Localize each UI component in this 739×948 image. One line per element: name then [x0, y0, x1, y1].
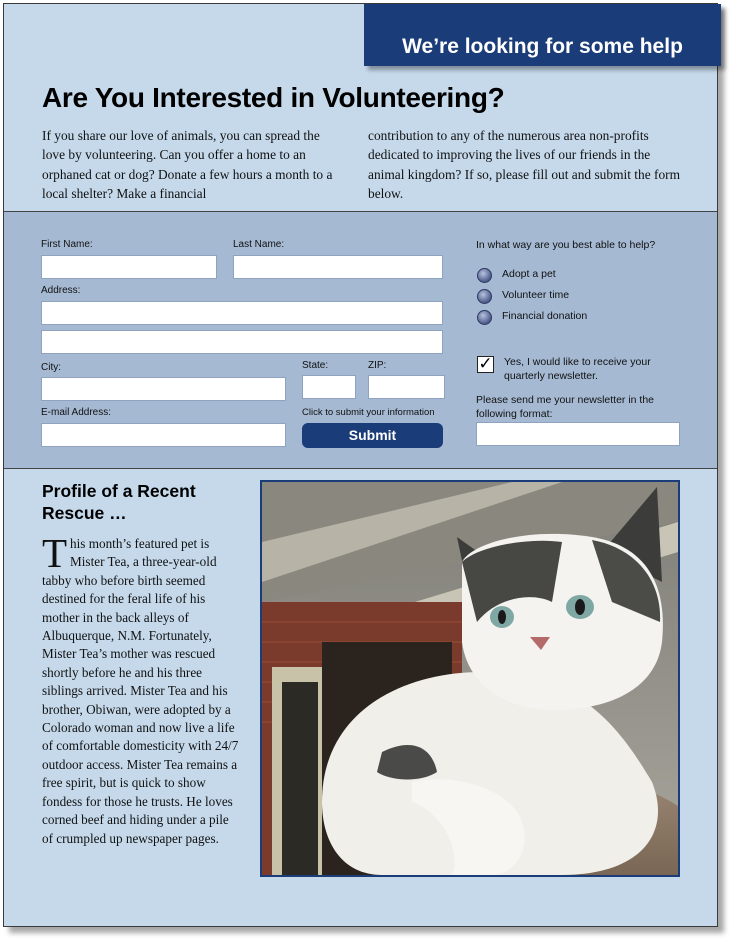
last-name-label: Last Name: [233, 239, 285, 250]
zip-label: ZIP: [368, 360, 387, 371]
format-label: Please send me your newsletter in the following format: [476, 394, 655, 420]
state-label: State: [302, 360, 329, 371]
radio-financial-donation[interactable] [477, 310, 492, 325]
last-name-field[interactable] [233, 255, 443, 279]
submit-button[interactable]: Submit [302, 423, 443, 448]
rescue-title: Profile of a Recent Rescue … [42, 481, 196, 523]
volunteer-form [4, 211, 717, 469]
submit-hint: Click to submit your information [302, 407, 435, 418]
radio-adopt-a-pet[interactable] [477, 268, 492, 283]
newsletter-checkbox[interactable] [477, 356, 494, 373]
city-label: City: [41, 362, 61, 373]
intro-left: If you share our love of animals, you can spread the love by volunteering. Can you offer a home to an orphaned cat or dog? Donate a few hours a month to a local shelter? Make a financial [42, 128, 333, 202]
intro-right: contribution to any of the numerous area non-profits dedicated to improving the lives of our friends in the animal kingdom? If so, please fill out and submit the form below. [368, 128, 681, 202]
cat-photo [260, 480, 680, 877]
zip-field[interactable] [368, 375, 445, 399]
cat-photo-illustration [262, 482, 678, 875]
radio-label-volunteer: Volunteer time [502, 289, 570, 301]
page-title: Are You Interested in Volunteering? [42, 82, 505, 113]
help-question: In what way are you best able to help? [476, 239, 656, 251]
flyer-page [3, 3, 718, 927]
banner-text: We’re looking for some help [402, 35, 683, 58]
email-field[interactable] [41, 423, 286, 447]
address-label: Address: [41, 285, 81, 296]
state-field[interactable] [302, 375, 356, 399]
email-label: E-mail Address: [41, 407, 112, 418]
first-name-field[interactable] [41, 255, 217, 279]
checkmark-icon: ✓ [478, 354, 493, 373]
radio-label-donation: Financial donation [502, 310, 588, 322]
banner [364, 4, 721, 66]
dropcap: T [42, 530, 68, 576]
newsletter-format-field[interactable] [476, 422, 680, 446]
address-field-line-2[interactable] [41, 330, 443, 354]
radio-label-adopt: Adopt a pet [502, 268, 556, 280]
rescue-story [42, 530, 242, 848]
first-name-label: First Name: [41, 239, 93, 250]
rescue-story-text: his month’s featured pet is Mister Tea, a three-year-old tabby who before birth seemed destined for the feral life of his mother in the back alleys of Albuquerque, N.M. Fortunately, Mister Tea’s mother was rescued shortly before he and his three siblings arrived. Mister Tea and his brother, Obiwan, were adopted by a Colorado woman and now live a life of comfortable domesticity with 24/7 outdoor access. Mister Tea remains a free spirit, but is quick to show fondess for those he trusts. He loves corned beef and hiding under a pile of crumpled up newspaper pages. [42, 536, 239, 846]
radio-volunteer-time[interactable] [477, 289, 492, 304]
city-field[interactable] [41, 377, 286, 401]
newsletter-label: Yes, I would like to receive your quarterly newsletter. [504, 356, 651, 382]
address-field-line-1[interactable] [41, 301, 443, 325]
